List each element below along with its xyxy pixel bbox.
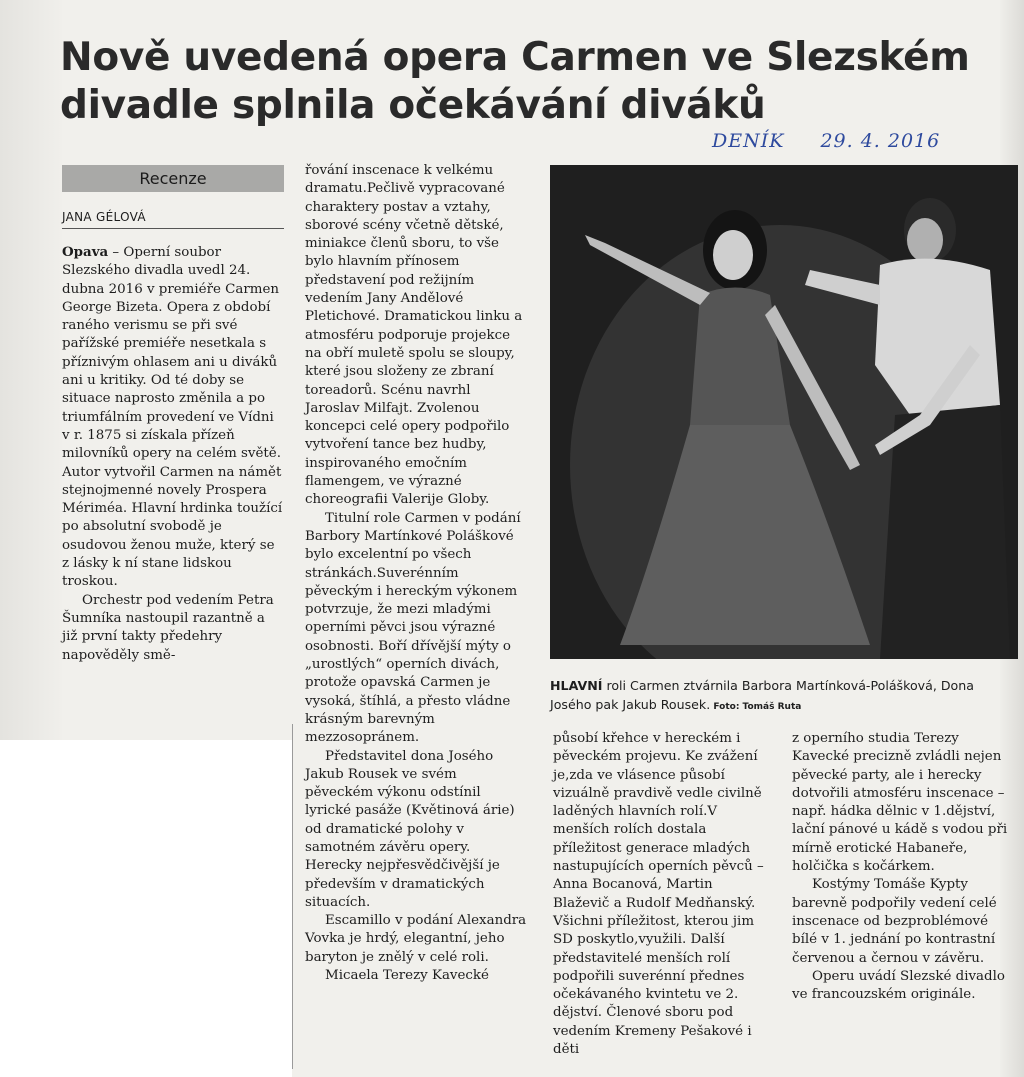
section-label: Recenze (62, 165, 284, 192)
adjacent-page-edge-left (0, 0, 62, 740)
article-text-col3 (553, 730, 769, 1059)
headline: Nově uvedená opera Carmen ve Slezském divadle splnila očekávání diváků (60, 35, 970, 128)
paragraph: Titulní role Carmen v podání Barbory Martínkové Poláškové bylo excelentní po všech stránkách.Suverénním pěveckým i hereckým výkonem potvrzuje, že mezi mladými operními pěvci jsou výrazné osobnosti. Boří dřívější mýty o „urostlých“ operních divách, protože opavská Carmen je vysoká, štíhlá, a přesto vládne krásným barevným mezzosopránem. (305, 510, 521, 746)
column-3 (553, 730, 769, 1059)
column-1 (62, 165, 284, 665)
handwritten-source: DENÍK (712, 130, 785, 152)
column-4 (792, 730, 1014, 1004)
photo-credit: Foto: Tomáš Ruta (710, 702, 802, 712)
paragraph: Escamillo v podání Alexandra Vovka je hrdý, elegantní, jeho baryton je znělý v celé roli. (305, 913, 527, 965)
caption-text: roli Carmen ztvárnila Barbora Martínková-Polášková, Dona Josého pak Jakub Rousek. (550, 678, 974, 712)
column-2 (305, 162, 527, 985)
paragraph: působí křehce v hereckém i pěveckém projevu. Ke zvážení je,zda ve vlásence působí vizuálně pravdivě vedle civilně laděných hlavních rolí.V menších rolích dostala příležitost generace mladých nastupujících operních pěvců – Anna Bocanová, Martin Blaževič a Rudolf Medňanský. Všichni příležitost, kterou jim SD poskytlo,využili. Další představitelé menších rolí podpořili suverénní přednes očekávaného kvintetu ve 2. dějství. Členové sboru pod vedením Kremeny Pešakové i děti (553, 731, 764, 1058)
photo-caption (550, 676, 1018, 717)
article-text-col2 (305, 162, 527, 985)
paragraph: Představitel dona Josého Jakub Rousek ve svém pěveckém výkonu odstínil lyrické pasáže (Květinová árie) od dramatické polohy v samotném závěru opery. Herecky nejpřesvědčivější je především v dramatických situacích. (305, 748, 515, 910)
paragraph: Orchestr pod vedením Petra Šumníka nastoupil razantně a již první takty předehry napověděly smě- (62, 592, 274, 663)
stage-photo-illustration (550, 165, 1018, 659)
stage-photo (550, 165, 1018, 659)
handwritten-date: 29. 4. 2016 (820, 130, 941, 152)
column-divider (292, 724, 293, 1069)
article-text-col1 (62, 243, 284, 665)
paragraph: z operního studia Terezy Kavecké precizně zvládli nejen pěvecké party, ale i herecky dotvořili atmosféru inscenace – např. hádka dělnic v 1.dějství, lační pánové u kádě s vodou při mírně erotické Habaneře, holčička s kočárkem. (792, 731, 1008, 875)
caption-lead: HLAVNÍ (550, 678, 603, 693)
paragraph (62, 243, 284, 592)
blank-area (0, 740, 292, 1077)
article-text-col4 (792, 730, 1014, 1004)
paragraph: Operu uvádí Slezské divadlo ve francouzském originále. (792, 968, 1005, 1003)
paragraph: Kostýmy Tomáše Kypty barevně podpořily vedení celé inscenace od bezproblémové bílé v 1. jednání po kontrastní červenou a černou v závěru. (792, 877, 997, 966)
paragraph: Micaela Terezy Kavecké (325, 968, 489, 984)
paragraph-text: – Operní soubor Slezského divadla uvedl 24. dubna 2016 v premiéře Carmen George Bizeta. Opera z období raného verismu se při své pařížské premiéře nesetkala s příznivým ohlasem ani u diváků ani u kritiky. Od té doby se situace naprosto změnila a po triumfálním provedení ve Vídni v r. 1875 si získala přízeň milovníků opery na celém světě. Autor vytvořil Carmen na námět stejnojmenné novely Prospera Mériméa. Hlavní hrdinka toužící po absolutní svobodě je osudovou ženou muže, který se z lásky k ní stane lidskou troskou. (62, 245, 283, 590)
lead-place: Opava (62, 244, 109, 260)
handwritten-note (712, 130, 976, 152)
paragraph: řování inscenace k velkému dramatu.Pečlivě vypracované charaktery postav a vztahy, sborové scény včetně dětské, miniakce členů sboru, to vše bylo hlavním přínosem představení pod režijním vedením Jany Andělové Pletichové. Dramatickou linku a atmosféru podporuje projekce na obří muletě spolu se sloupy, které jsou složeny ze zbraní toreadorů. Scénu navrhl Jaroslav Milfajt. Zvolenou koncepci celé opery podpořilo vytvoření tance bez hudby, inspirovaného emočním flamengem, ve výrazné choreografii Valerije Globy. (305, 163, 523, 508)
author-byline: JANA GÉLOVÁ (62, 210, 284, 229)
